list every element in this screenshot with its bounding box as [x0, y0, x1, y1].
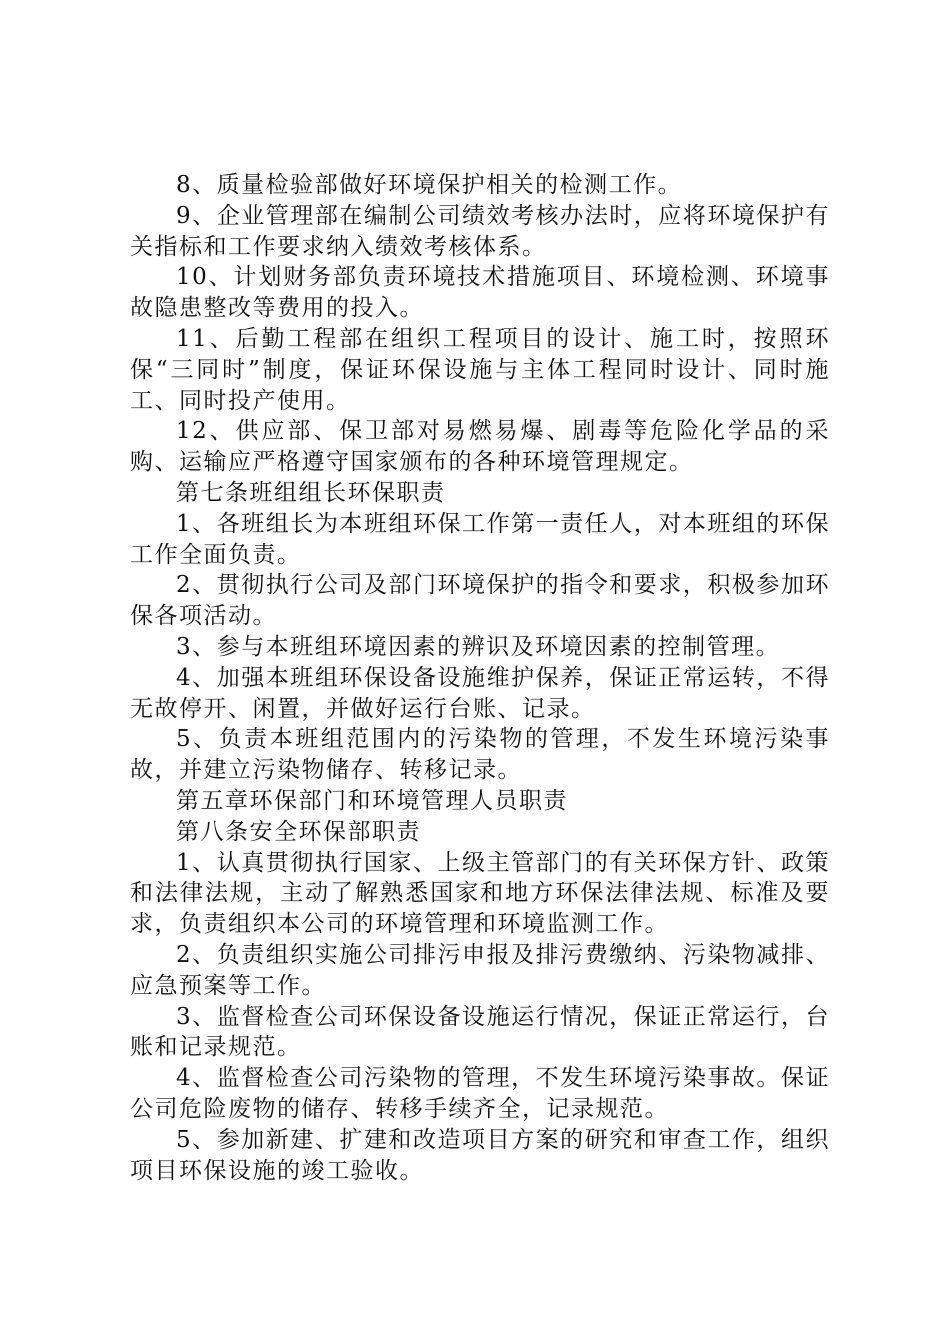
paragraph-item-11: 11、后勤工程部在组织工程项目的设计、施工时，按照环保“三同时”制度，保证环保设施与主体工程同时设计、同时施工、同时投产使用。	[130, 325, 830, 414]
paragraph-team-4: 4、加强本班组环保设备设施维护保养，保证正常运转，不得无故停开、闲置，并做好运行台账、记录。	[130, 664, 830, 722]
paragraph-dept-3: 3、监督检查公司环保设备设施运行情况，保证正常运行，台账和记录规范。	[130, 1003, 830, 1061]
paragraph-team-3: 3、参与本班组环境因素的辨识及环境因素的控制管理。	[176, 633, 781, 660]
paragraph-team-5: 5、负责本班组范围内的污染物的管理，不发生环境污染事故，并建立污染物储存、转移记录。	[130, 726, 830, 784]
paragraph-item-12: 12、供应部、保卫部对易燃易爆、剧毒等危险化学品的采购、运输应严格遵守国家颁布的各种环境管理规定。	[130, 418, 830, 476]
paragraph-dept-2: 2、负责组织实施公司排污申报及排污费缴纳、污染物减排、应急预案等工作。	[130, 941, 830, 999]
paragraph-item-8: 8、质量检验部做好环境保护相关的检测工作。	[176, 172, 683, 198]
article-8-heading: 第八条安全环保部职责	[176, 818, 421, 845]
paragraph-dept-1: 1、认真贯彻执行国家、上级主管部门的有关环保方针、政策和法律法规，主动了解熟悉国家和地方环保法律法规、标准及要求，负责组织本公司的环境管理和环境监测工作。	[130, 849, 830, 938]
paragraph-team-1: 1、各班组长为本班组环保工作第一责任人，对本班组的环保工作全面负责。	[130, 510, 830, 568]
document-body	[130, 170, 830, 1186]
paragraph-item-10: 10、计划财务部负责环境技术措施项目、环境检测、环境事故隐患整改等费用的投入。	[130, 264, 830, 322]
paragraph-item-9: 9、企业管理部在编制公司绩效考核办法时，应将环境保护有关指标和工作要求纳入绩效考核体系。	[130, 202, 830, 260]
paragraph-team-2: 2、贯彻执行公司及部门环境保护的指令和要求，积极参加环保各项活动。	[130, 572, 830, 630]
paragraph-dept-5: 5、参加新建、扩建和改造项目方案的研究和审查工作，组织项目环保设施的竣工验收。	[130, 1126, 830, 1184]
article-7-heading: 第七条班组组长环保职责	[176, 479, 446, 506]
chapter-5-heading: 第五章环保部门和环境管理人员职责	[176, 787, 568, 814]
paragraph-dept-4: 4、监督检查公司污染物的管理，不发生环境污染事故。保证公司危险废物的储存、转移手续齐全，记录规范。	[130, 1065, 830, 1122]
